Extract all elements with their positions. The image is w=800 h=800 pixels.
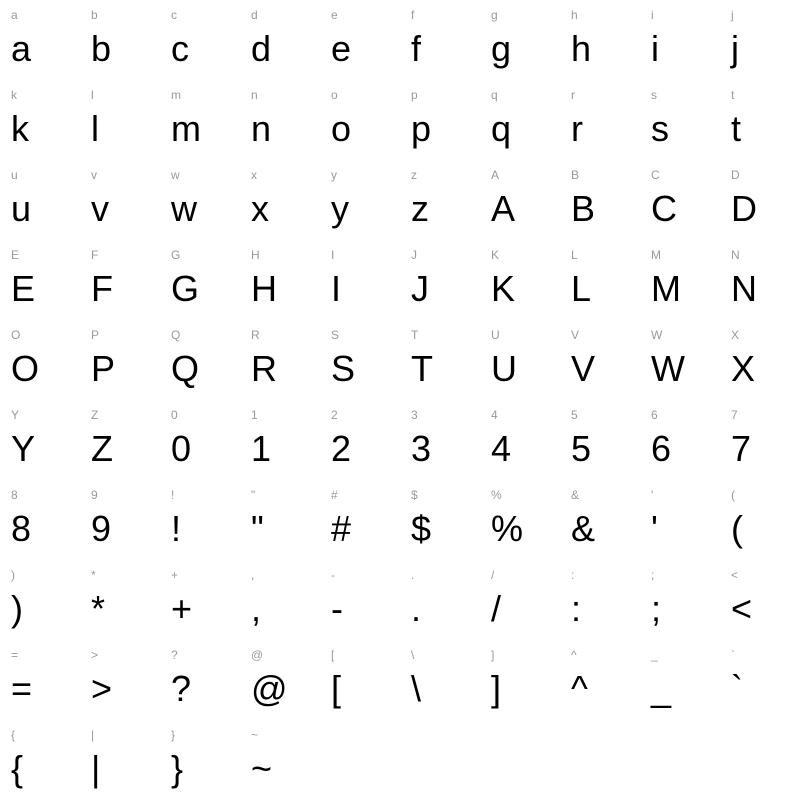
- glyph-cell[interactable]: [0, 400, 80, 480]
- glyph-cell-label: -: [331, 568, 335, 582]
- glyph-cell-label: E: [11, 248, 20, 262]
- glyph-cell[interactable]: [320, 480, 400, 560]
- glyph-cell-character: <: [731, 588, 753, 629]
- glyph-cell-character: P: [91, 348, 116, 389]
- glyph-cell-character: ]: [491, 668, 502, 709]
- glyph-cell-character: \: [411, 668, 422, 709]
- glyph-cell-character: ': [651, 508, 658, 549]
- glyph-cell[interactable]: [400, 480, 480, 560]
- glyph-cell-character: 2: [331, 428, 352, 469]
- glyph-cell-character: N: [731, 268, 757, 309]
- glyph-cell[interactable]: [240, 160, 320, 240]
- glyph-cell[interactable]: [240, 320, 320, 400]
- glyph-cell-character: x: [251, 188, 269, 229]
- glyph-cell[interactable]: [240, 240, 320, 320]
- glyph-cell[interactable]: [400, 160, 480, 240]
- glyph-cell-label: Q: [171, 328, 181, 342]
- glyph-cell-character: U: [491, 348, 517, 389]
- glyph-cell-label: v: [91, 168, 97, 182]
- glyph-cell-character: a: [11, 28, 32, 69]
- glyph-cell-label: f: [411, 8, 415, 22]
- glyph-cell-label: U: [491, 328, 500, 342]
- glyph-cell-character: g: [491, 28, 512, 69]
- glyph-cell[interactable]: [640, 560, 720, 640]
- glyph-cell[interactable]: [560, 80, 640, 160]
- glyph-cell[interactable]: [0, 80, 80, 160]
- glyph-cell-character: C: [651, 188, 677, 229]
- glyph-cell[interactable]: [0, 0, 80, 80]
- glyph-cell-label: N: [731, 248, 740, 262]
- glyph-cell-character: p: [411, 108, 432, 149]
- glyph-cell-label: 0: [171, 408, 178, 422]
- glyph-cell-character: #: [331, 508, 352, 549]
- glyph-cell-label: V: [571, 328, 580, 342]
- glyph-cell-label: 5: [571, 408, 578, 422]
- glyph-cell[interactable]: [720, 0, 800, 80]
- glyph-cell-character: [: [331, 668, 342, 709]
- glyph-cell-label: m: [171, 88, 181, 102]
- glyph-cell[interactable]: [480, 400, 560, 480]
- glyph-cell-label: b: [91, 8, 98, 22]
- glyph-cell-label: i: [651, 8, 654, 22]
- glyph-cell-label: [: [331, 648, 335, 662]
- glyph-cell[interactable]: [400, 240, 480, 320]
- glyph-cell-label: D: [731, 168, 740, 182]
- glyph-cell-character: :: [571, 588, 582, 629]
- glyph-cell-label: $: [411, 488, 418, 502]
- glyph-cell[interactable]: [80, 400, 160, 480]
- glyph-cell-character: (: [731, 508, 743, 549]
- glyph-cell[interactable]: [80, 480, 160, 560]
- glyph-cell-label: @: [251, 648, 264, 662]
- glyph-cell-character: =: [11, 668, 33, 709]
- glyph-cell-label: L: [571, 248, 578, 262]
- glyph-cell-label: 3: [411, 408, 418, 422]
- glyph-cell-label: z: [411, 168, 417, 182]
- glyph-cell-label: M: [651, 248, 661, 262]
- glyph-cell-character: >: [91, 668, 113, 709]
- glyph-cell-character: t: [731, 108, 742, 149]
- glyph-cell-character: +: [171, 588, 193, 629]
- glyph-cell-character: T: [411, 348, 433, 389]
- glyph-cell[interactable]: [80, 0, 160, 80]
- glyph-cell-character: 7: [731, 428, 752, 469]
- glyph-cell[interactable]: [320, 160, 400, 240]
- glyph-cell[interactable]: [0, 480, 80, 560]
- glyph-cell[interactable]: [240, 480, 320, 560]
- glyph-cell-label: *: [91, 568, 96, 582]
- glyph-cell-label: w: [171, 168, 180, 182]
- glyph-cell-label: 4: [491, 408, 498, 422]
- glyph-cell-character: /: [491, 588, 502, 629]
- glyph-cell-label: +: [171, 568, 179, 582]
- glyph-cell-label: {: [11, 728, 16, 742]
- glyph-cell-label: T: [411, 328, 419, 342]
- glyph-cell[interactable]: [320, 400, 400, 480]
- glyph-cell-label: :: [571, 568, 575, 582]
- glyph-cell-label: 6: [651, 408, 658, 422]
- glyph-cell-character: 4: [491, 428, 512, 469]
- glyph-cell-character: s: [651, 108, 669, 149]
- glyph-cell-label: =: [11, 648, 19, 662]
- glyph-cell-label: ": [251, 488, 256, 502]
- glyph-cell-label: }: [171, 728, 176, 742]
- glyph-cell-label: |: [91, 728, 95, 742]
- glyph-cell-character: ~: [251, 748, 273, 789]
- glyph-cell[interactable]: [480, 480, 560, 560]
- glyph-cell-label: K: [491, 248, 500, 262]
- glyph-cell[interactable]: [720, 400, 800, 480]
- glyph-cell-label: <: [731, 568, 739, 582]
- glyph-cell-label: (: [731, 488, 735, 502]
- glyph-cell-character: 5: [571, 428, 592, 469]
- glyph-cell[interactable]: [160, 480, 240, 560]
- glyph-cell-character: z: [411, 188, 429, 229]
- glyph-cell-character: m: [171, 108, 201, 149]
- glyph-cell[interactable]: [640, 400, 720, 480]
- glyph-cell-label: `: [731, 648, 735, 662]
- glyph-cell-label: #: [331, 488, 338, 502]
- glyph-cell-label: k: [11, 88, 17, 102]
- glyph-cell[interactable]: [640, 480, 720, 560]
- glyph-cell[interactable]: [480, 560, 560, 640]
- glyph-cell-character: A: [491, 188, 516, 229]
- glyph-cell[interactable]: [480, 80, 560, 160]
- glyph-cell-label: r: [571, 88, 575, 102]
- glyph-cell[interactable]: [400, 320, 480, 400]
- glyph-cell-label: X: [731, 328, 740, 342]
- glyph-cell-label: ': [651, 488, 654, 502]
- glyph-cell[interactable]: [80, 560, 160, 640]
- glyph-cell[interactable]: [0, 720, 80, 800]
- glyph-cell-character: h: [571, 28, 592, 69]
- glyph-cell-label: B: [571, 168, 580, 182]
- glyph-cell[interactable]: [320, 80, 400, 160]
- glyph-cell[interactable]: [160, 160, 240, 240]
- glyph-cell[interactable]: [640, 0, 720, 80]
- glyph-cell-character: 8: [11, 508, 32, 549]
- glyph-cell-label: ^: [571, 648, 577, 662]
- glyph-cell[interactable]: [240, 640, 320, 720]
- glyph-cell-label: q: [491, 88, 498, 102]
- glyph-cell[interactable]: [720, 80, 800, 160]
- glyph-cell[interactable]: [320, 640, 400, 720]
- glyph-cell-character: !: [171, 508, 182, 549]
- glyph-cell[interactable]: [560, 640, 640, 720]
- glyph-cell[interactable]: [400, 560, 480, 640]
- glyph-cell-label: %: [491, 488, 502, 502]
- glyph-cell[interactable]: [160, 240, 240, 320]
- glyph-cell[interactable]: [560, 320, 640, 400]
- glyph-cell[interactable]: [320, 320, 400, 400]
- glyph-cell[interactable]: [640, 80, 720, 160]
- glyph-cell-label: g: [491, 8, 498, 22]
- glyph-cell[interactable]: [720, 640, 800, 720]
- glyph-cell[interactable]: [480, 640, 560, 720]
- glyph-cell[interactable]: [640, 240, 720, 320]
- glyph-cell-label: t: [731, 88, 735, 102]
- glyph-cell-character: O: [11, 348, 40, 389]
- glyph-cell-label: P: [91, 328, 100, 342]
- glyph-cell-label: S: [331, 328, 340, 342]
- glyph-cell-character: i: [651, 28, 659, 69]
- glyph-cell-character: *: [91, 588, 106, 629]
- glyph-cell-label: \: [411, 648, 415, 662]
- glyph-cell-character: o: [331, 108, 352, 149]
- glyph-cell-character: e: [331, 28, 352, 69]
- glyph-cell-character: J: [411, 268, 429, 309]
- glyph-cell-character: ;: [651, 588, 662, 629]
- glyph-cell-label: ;: [651, 568, 655, 582]
- glyph-cell-character: l: [91, 108, 99, 149]
- glyph-cell-label: ): [11, 568, 15, 582]
- glyph-cell-character: k: [11, 108, 29, 149]
- glyph-cell-character: M: [651, 268, 681, 309]
- glyph-cell-character: R: [251, 348, 277, 389]
- glyph-cell-character: D: [731, 188, 757, 229]
- glyph-cell-label: ?: [171, 648, 178, 662]
- glyph-cell-label: h: [571, 8, 578, 22]
- glyph-cell-label: x: [251, 168, 257, 182]
- glyph-cell-character: f: [411, 28, 422, 69]
- glyph-cell-character: %: [491, 508, 524, 549]
- glyph-cell[interactable]: [320, 560, 400, 640]
- glyph-cell[interactable]: [720, 560, 800, 640]
- glyph-cell[interactable]: [720, 320, 800, 400]
- glyph-cell-label: y: [331, 168, 337, 182]
- glyph-cell-character: }: [171, 748, 184, 789]
- glyph-cell[interactable]: [720, 160, 800, 240]
- glyph-cell-character: {: [11, 748, 24, 789]
- glyph-cell-label: R: [251, 328, 260, 342]
- glyph-cell-label: s: [651, 88, 657, 102]
- glyph-cell-character: @: [251, 668, 288, 709]
- glyph-cell-label: !: [171, 488, 175, 502]
- glyph-cell-character: ": [251, 508, 264, 549]
- glyph-cell-label: ~: [251, 728, 259, 742]
- glyph-cell[interactable]: [160, 400, 240, 480]
- glyph-cell[interactable]: [480, 320, 560, 400]
- glyph-cell[interactable]: [80, 720, 160, 800]
- glyph-cell-character: $: [411, 508, 432, 549]
- glyph-cell[interactable]: [320, 0, 400, 80]
- glyph-cell[interactable]: [480, 160, 560, 240]
- glyph-cell-character: 1: [251, 428, 272, 469]
- glyph-cell[interactable]: [160, 640, 240, 720]
- glyph-cell-character: I: [331, 268, 342, 309]
- glyph-cell[interactable]: [240, 400, 320, 480]
- glyph-cell-character: L: [571, 268, 592, 309]
- glyph-cell[interactable]: [560, 240, 640, 320]
- glyph-cell[interactable]: [0, 640, 80, 720]
- glyph-cell-character: d: [251, 28, 272, 69]
- glyph-cell-label: _: [651, 648, 658, 662]
- glyph-cell-character: q: [491, 108, 512, 149]
- glyph-cell-character: ): [11, 588, 23, 629]
- glyph-cell-label: W: [651, 328, 663, 342]
- glyph-cell[interactable]: [160, 80, 240, 160]
- glyph-cell-character: F: [91, 268, 113, 309]
- glyph-cell[interactable]: [80, 80, 160, 160]
- glyph-cell[interactable]: [560, 480, 640, 560]
- glyph-cell[interactable]: [240, 560, 320, 640]
- glyph-cell-character: 0: [171, 428, 192, 469]
- glyph-cell-character: `: [731, 668, 743, 709]
- glyph-cell-label: H: [251, 248, 260, 262]
- glyph-cell-label: 2: [331, 408, 338, 422]
- glyph-cell[interactable]: [560, 400, 640, 480]
- glyph-cell[interactable]: [80, 320, 160, 400]
- glyph-cell-character: 6: [651, 428, 672, 469]
- glyph-cell-character: v: [91, 188, 109, 229]
- glyph-cell[interactable]: [480, 240, 560, 320]
- glyph-cell-label: ,: [251, 568, 255, 582]
- glyph-cell-label: l: [91, 88, 94, 102]
- glyph-cell-label: e: [331, 8, 338, 22]
- glyph-cell-character: K: [491, 268, 516, 309]
- glyph-cell-character: j: [731, 28, 739, 69]
- glyph-cell-label: ]: [491, 648, 495, 662]
- glyph-cell-label: /: [491, 568, 495, 582]
- glyph-cell-label: u: [11, 168, 18, 182]
- glyph-cell[interactable]: [240, 720, 320, 800]
- glyph-cell-character: ^: [571, 668, 588, 709]
- glyph-cell-character: y: [331, 188, 349, 229]
- glyph-cell-character: w: [171, 188, 197, 229]
- glyph-cell-label: I: [331, 248, 335, 262]
- glyph-cell[interactable]: [640, 160, 720, 240]
- glyph-cell[interactable]: [160, 560, 240, 640]
- glyph-cell-character: S: [331, 348, 356, 389]
- glyph-cell[interactable]: [720, 240, 800, 320]
- glyph-cell[interactable]: [240, 80, 320, 160]
- glyph-cell-label: C: [651, 168, 660, 182]
- glyph-cell-character: 3: [411, 428, 432, 469]
- glyph-cell-character: V: [571, 348, 596, 389]
- glyph-cell-label: J: [411, 248, 417, 262]
- glyph-cell[interactable]: [400, 640, 480, 720]
- glyph-cell[interactable]: [400, 80, 480, 160]
- glyph-cell-label: A: [491, 168, 500, 182]
- glyph-cell[interactable]: [160, 720, 240, 800]
- glyph-cell-label: n: [251, 88, 258, 102]
- glyph-cell-character: ,: [251, 588, 262, 629]
- glyph-cell-character: u: [11, 188, 32, 229]
- glyph-cell-label: Z: [91, 408, 99, 422]
- glyph-cell[interactable]: [80, 160, 160, 240]
- glyph-cell-character: c: [171, 28, 189, 69]
- glyph-cell-label: 1: [251, 408, 258, 422]
- glyph-cell-character: Y: [11, 428, 36, 469]
- glyph-cell[interactable]: [640, 640, 720, 720]
- glyph-cell-label: >: [91, 648, 99, 662]
- glyph-cell-character: &: [571, 508, 596, 549]
- glyph-cell-character: _: [651, 668, 672, 709]
- glyph-cell[interactable]: [80, 240, 160, 320]
- glyph-cell-label: a: [11, 8, 18, 22]
- glyph-cell-character: ?: [171, 668, 192, 709]
- glyph-cell[interactable]: [320, 240, 400, 320]
- glyph-cell-label: c: [171, 8, 177, 22]
- glyph-cell[interactable]: [720, 480, 800, 560]
- glyph-cell-character: r: [571, 108, 583, 149]
- glyph-cell[interactable]: [0, 240, 80, 320]
- glyph-cell-character: Z: [91, 428, 113, 469]
- glyph-cell[interactable]: [240, 0, 320, 80]
- glyph-cell-label: O: [11, 328, 21, 342]
- glyph-cell-character: W: [651, 348, 685, 389]
- glyph-cell-character: -: [331, 588, 343, 629]
- glyph-cell[interactable]: [400, 400, 480, 480]
- glyph-cell-label: o: [331, 88, 338, 102]
- glyph-cell-character: B: [571, 188, 596, 229]
- glyph-cell-label: 8: [11, 488, 18, 502]
- glyph-cell[interactable]: [160, 0, 240, 80]
- glyph-cell-character: 9: [91, 508, 112, 549]
- glyph-cell-label: d: [251, 8, 258, 22]
- glyph-cell-character: |: [91, 748, 101, 789]
- glyph-cell[interactable]: [80, 640, 160, 720]
- glyph-cell[interactable]: [560, 0, 640, 80]
- glyph-cell-character: .: [411, 588, 422, 629]
- glyph-cell-label: &: [571, 488, 580, 502]
- glyph-cell-label: .: [411, 568, 415, 582]
- glyph-cell[interactable]: [480, 0, 560, 80]
- glyph-cell[interactable]: [0, 560, 80, 640]
- glyph-cell[interactable]: [560, 560, 640, 640]
- glyph-cell[interactable]: [0, 160, 80, 240]
- glyph-cell[interactable]: [0, 320, 80, 400]
- glyph-cell-character: Q: [171, 348, 200, 389]
- glyph-cell-label: p: [411, 88, 418, 102]
- glyph-cell-label: F: [91, 248, 99, 262]
- glyph-cell-label: 9: [91, 488, 98, 502]
- glyph-cell-character: H: [251, 268, 277, 309]
- glyph-cell[interactable]: [560, 160, 640, 240]
- glyph-cell-label: Y: [11, 408, 20, 422]
- glyph-cell-character: b: [91, 28, 112, 69]
- glyph-cell-character: X: [731, 348, 756, 389]
- glyph-cell[interactable]: [640, 320, 720, 400]
- glyph-cell-character: E: [11, 268, 36, 309]
- glyph-cell-label: G: [171, 248, 181, 262]
- glyph-cell-character: G: [171, 268, 200, 309]
- glyph-cell[interactable]: [160, 320, 240, 400]
- glyph-cell[interactable]: [400, 0, 480, 80]
- glyph-cell-character: n: [251, 108, 272, 149]
- glyph-cell-label: j: [731, 8, 734, 22]
- glyph-cell-label: 7: [731, 408, 738, 422]
